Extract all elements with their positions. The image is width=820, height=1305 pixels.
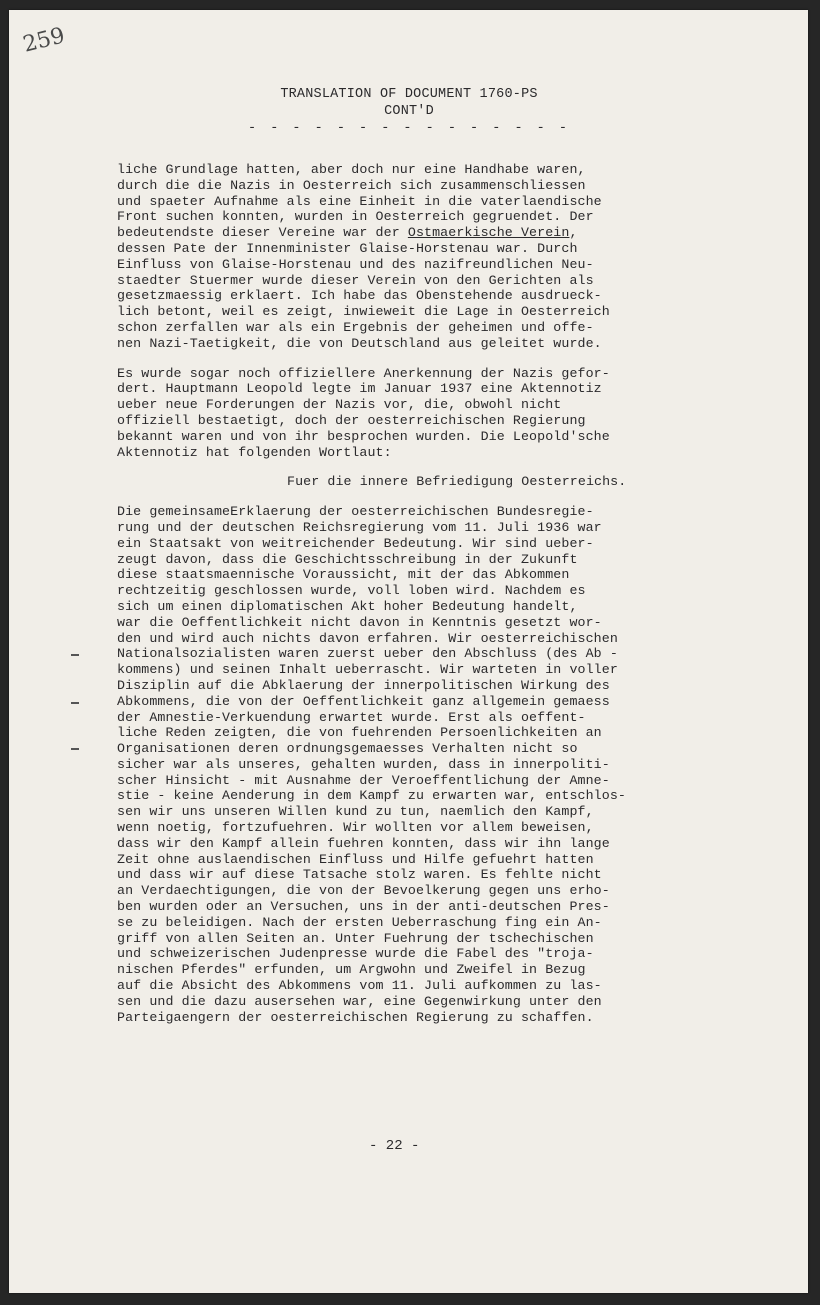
text-line: der Amnestie-Verkuendung erwartet wurde. Erst als oeffent- — [117, 709, 586, 725]
paragraph-2 — [117, 366, 737, 461]
text-line: liche Reden zeigten, die von fuehrenden Persoenlichkeiten an — [117, 725, 602, 741]
text-line: sicher war als unseres, gehalten wurden, dass in innerpoliti- — [117, 756, 610, 772]
text-line: wenn noetig, fortzufuehren. Wir wollten vor allem beweisen, — [117, 820, 594, 836]
text-line: und schweizerischen Judenpresse wurde die Fabel des "troja- — [117, 946, 594, 962]
text-line: Aktennotiz hat folgenden Wortlaut: — [117, 444, 392, 460]
text-line: rung und der deutschen Reichsregierung vom 11. Juli 1936 war — [117, 519, 602, 535]
text-line — [117, 225, 737, 241]
text-line: Nationalsozialisten waren zuerst ueber den Abschluss (des Ab - — [117, 646, 618, 662]
text-line: dert. Hauptmann Leopold legte im Januar 1937 eine Aktennotiz — [117, 381, 602, 397]
text-line: dessen Pate der Innenminister Glaise-Horstenau war. Durch — [117, 240, 578, 256]
page-footer-number: - 22 - — [369, 1138, 420, 1154]
text-line: stie - keine Aenderung in dem Kampf zu erwarten war, entschlos- — [117, 788, 627, 804]
text-line: und dass wir auf diese Tatsache stolz waren. Es fehlte nicht — [117, 867, 602, 883]
text-line: ben wurden oder an Versuchen, uns in der anti-deutschen Pres- — [117, 899, 610, 915]
margin-mark — [71, 654, 79, 656]
text-line: nischen Pferdes" erfunden, um Argwohn und Zweifel in Bezug — [117, 962, 586, 978]
section-subtitle: Fuer die innere Befriedigung Oesterreichs. — [287, 474, 627, 490]
text-line: scher Hinsicht - mit Ausnahme der Veroeffentlichung der Amne- — [117, 772, 610, 788]
text-line: Zeit ohne auslaendischen Einfluss und Hilfe gefuehrt hatten — [117, 851, 594, 867]
document-body — [117, 162, 737, 1025]
text-line: liche Grundlage hatten, aber doch nur eine Handhabe waren, — [117, 162, 586, 177]
text-line: Parteigaengern der oesterreichischen Regierung zu schaffen. — [117, 1009, 594, 1025]
underlined-term: Ostmaerkische Verein — [407, 225, 570, 241]
text-line: Abkommens, die von der Oeffentlichkeit ganz allgemein gemaess — [117, 693, 610, 709]
margin-mark — [71, 702, 79, 704]
text-line: und spaeter Aufnahme als eine Einheit in die vaterlaendische — [117, 193, 602, 209]
text-line: kommens) und seinen Inhalt ueberrascht. Wir warteten in voller — [117, 662, 618, 678]
text-line: griff von allen Seiten an. Unter Fuehrung der tschechischen — [117, 930, 594, 946]
text-line: diese staatsmaennische Voraussicht, mit der das Abkommen — [117, 567, 570, 583]
text-line: dass wir den Kampf allein fuehren konnten, dass wir ihn lange — [117, 835, 610, 851]
header-divider: - - - - - - - - - - - - - - - — [248, 121, 570, 136]
text-line: sich um einen diplomatischen Akt hoher Bedeutung handelt, — [117, 598, 578, 614]
text-line: staedter Stuermer wurde dieser Verein von den Gerichten als — [117, 272, 594, 288]
text-line: Organisationen deren ordnungsgemaesses Verhalten nicht so — [117, 741, 578, 757]
text-fragment: , — [569, 225, 578, 241]
text-line: gesetzmaessig erklaert. Ich habe das Obenstehende ausdrueck- — [117, 288, 602, 304]
text-line: war die Oeffentlichkeit nicht davon in Kenntnis gesetzt wor- — [117, 614, 602, 630]
text-line: nen Nazi-Taetigkeit, die von Deutschland aus geleitet wurde. — [117, 335, 602, 351]
paragraph-1 — [117, 162, 737, 352]
margin-mark — [71, 748, 79, 750]
text-line: rechtzeitig geschlossen wurde, voll loben wird. Nachdem es — [117, 583, 586, 599]
text-line: sen wir uns unseren Willen kund zu tun, naemlich den Kampf, — [117, 804, 594, 820]
text-line: Disziplin auf die Abklaerung der innerpolitischen Wirkung des — [117, 677, 610, 693]
text-line: offiziell bestaetigt, doch der oesterreichischen Regierung — [117, 412, 586, 428]
text-line: zeugt davon, dass die Geschichtsschreibung in der Zukunft — [117, 551, 578, 567]
handwritten-page-number: 259 — [20, 23, 68, 58]
contd-label: CONT'D — [384, 104, 434, 119]
text-line: lich betont, weil es zeigt, inwieweit die Lage in Oesterreich — [117, 304, 610, 320]
text-line: an Verdaechtigungen, die von der Bevoelkerung gegen uns erho- — [117, 883, 610, 899]
paragraph-3 — [117, 504, 737, 1025]
text-line: Front suchen konnten, wurden in Oesterreich gegruendet. Der — [117, 209, 594, 225]
text-line: sen und die dazu ausersehen war, eine Gegenwirkung unter den — [117, 993, 602, 1009]
text-fragment: bedeutendste dieser Vereine war der — [117, 225, 408, 241]
text-line: ueber neue Forderungen der Nazis vor, die, obwohl nicht — [117, 397, 562, 413]
text-line: schon zerfallen war als ein Ergebnis der geheimen und offe- — [117, 319, 594, 335]
text-line: se zu beleidigen. Nach der ersten Ueberraschung fing ein An- — [117, 914, 602, 930]
document-title: TRANSLATION OF DOCUMENT 1760-PS — [280, 87, 538, 102]
text-line: Die gemeinsameErklaerung der oesterreichischen Bundesregie- — [117, 504, 594, 520]
text-line: durch die die Nazis in Oesterreich sich zusammenschliessen — [117, 177, 586, 193]
text-line: den und wird auch nichts davon erfahren. Wir oesterreichischen — [117, 630, 618, 646]
text-line: Es wurde sogar noch offiziellere Anerkennung der Nazis gefor- — [117, 365, 610, 381]
document-header — [199, 86, 619, 137]
text-line: bekannt waren und von ihr besprochen wurden. Die Leopold'sche — [117, 428, 610, 444]
text-line: Einfluss von Glaise-Horstenau und des nazifreundlichen Neu- — [117, 256, 594, 272]
document-page — [9, 10, 808, 1293]
text-line: ein Staatsakt von weitreichender Bedeutung. Wir sind ueber- — [117, 535, 594, 551]
text-line: auf die Absicht des Abkommens vom 11. Juli aufkommen zu las- — [117, 978, 602, 994]
